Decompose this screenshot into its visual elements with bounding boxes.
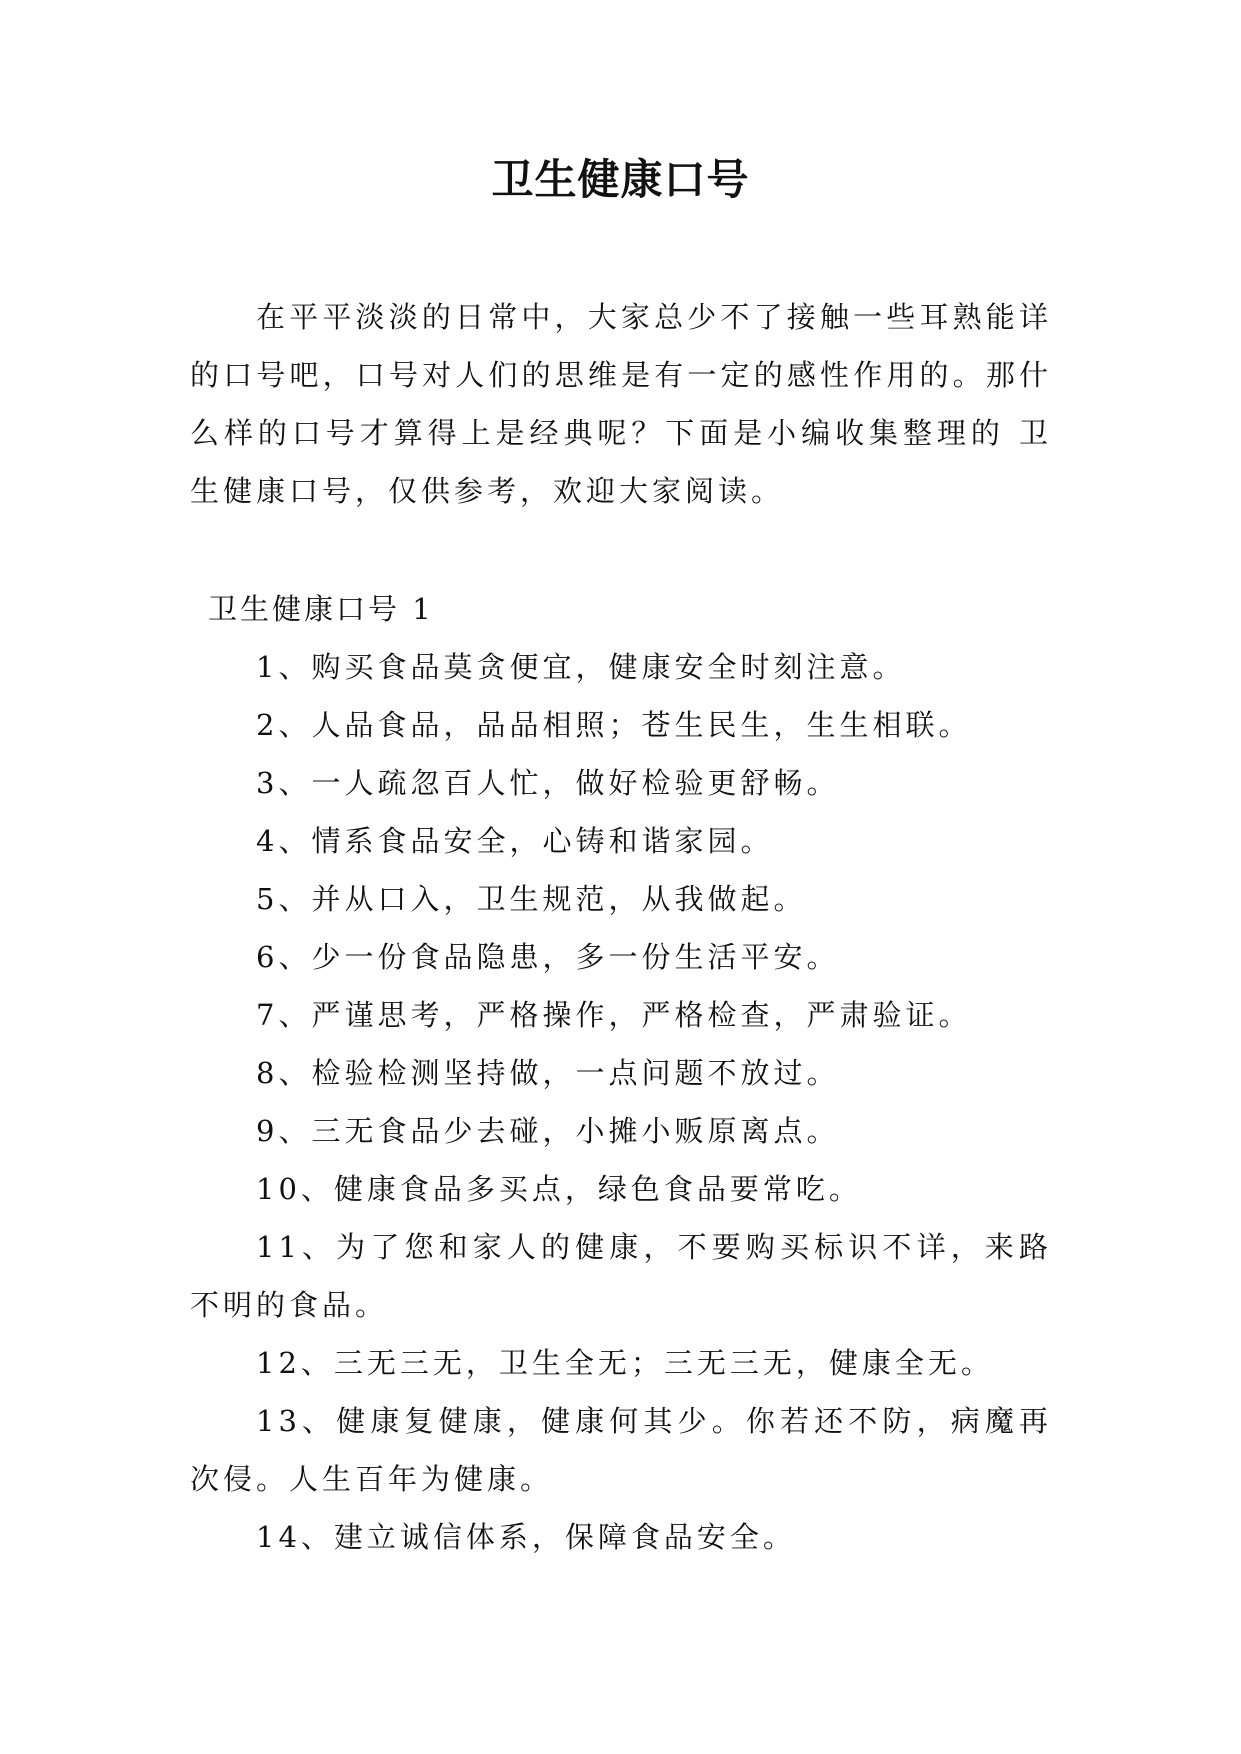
section-heading: 卫生健康口号 1 xyxy=(208,592,434,626)
slogan-item: 12、三无三无，卫生全无；三无三无，健康全无。 xyxy=(256,1346,994,1380)
slogan-item: 8、检验检测坚持做，一点问题不放过。 xyxy=(256,1056,840,1090)
slogan-item: 14、建立诚信体系，保障食品安全。 xyxy=(256,1520,796,1554)
slogan-list xyxy=(190,638,1052,1566)
slogan-item: 10、健康食品多买点，绿色食品要常吃。 xyxy=(256,1172,862,1206)
intro-paragraph: 在平平淡淡的日常中，大家总少不了接触一些耳熟能详的口号吧，口号对人们的思维是有一定的感性作用的。那什么样的口号才算得上是经典呢？下面是小编收集整理的 卫生健康口号，仅供参考，欢迎大家阅读。 xyxy=(190,300,1052,508)
slogan-item: 3、一人疏忽百人忙，做好检验更舒畅。 xyxy=(256,766,840,800)
slogan-item: 2、人品食品，品品相照；苍生民生，生生相联。 xyxy=(256,708,972,742)
document-title: 卫生健康口号 xyxy=(491,155,750,204)
slogan-item: 11、为了您和家人的健康，不要购买标识不详，来路不明的食品。 xyxy=(190,1230,1052,1322)
slogan-item: 4、情系食品安全，心铸和谐家园。 xyxy=(256,824,774,858)
slogan-item: 7、严谨思考，严格操作，严格检查，严肃验证。 xyxy=(256,998,972,1032)
slogan-item: 13、健康复健康，健康何其少。你若还不防，病魔再次侵。人生百年为健康。 xyxy=(190,1404,1052,1496)
slogan-item: 6、少一份食品隐患，多一份生活平安。 xyxy=(256,940,840,974)
slogan-item: 9、三无食品少去碰，小摊小贩原离点。 xyxy=(256,1114,840,1148)
slogan-item: 1、购买食品莫贪便宜，健康安全时刻注意。 xyxy=(256,650,906,684)
slogan-item: 5、并从口入，卫生规范，从我做起。 xyxy=(256,882,807,916)
